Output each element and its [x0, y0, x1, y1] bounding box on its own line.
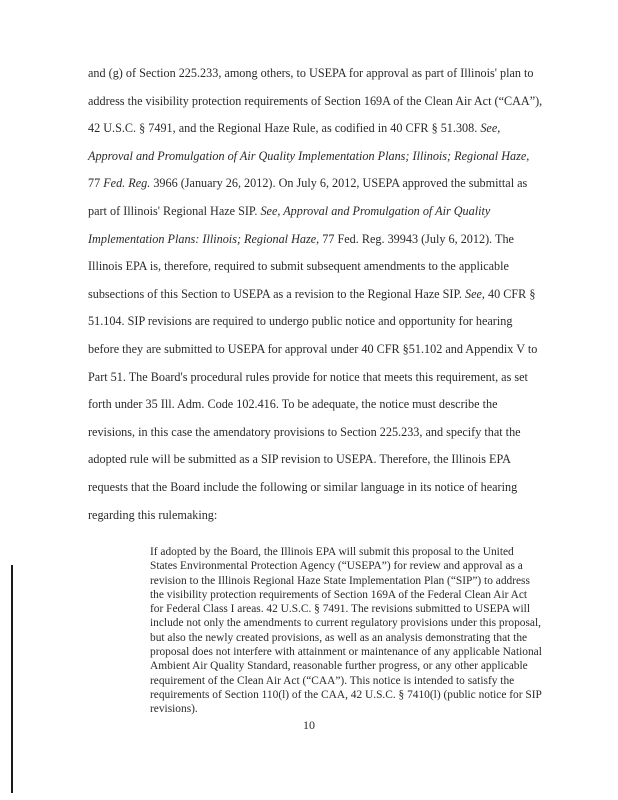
block-quote: [150, 545, 565, 717]
paragraph-line: Implementation Plans: Illinois; Regional Haze, 77 Fed. Reg. 39943 (July 6, 2012). The: [88, 231, 514, 246]
margin-rule: [11, 565, 13, 793]
blockquote-line: revisions).: [150, 703, 198, 716]
blockquote-line: the visibility protection requirements of Section 169A of the Federal Clean Air Act: [150, 588, 528, 601]
paragraph-line: part of Illinois' Regional Haze SIP. See, Approval and Promulgation of Air Quality: [88, 203, 491, 218]
paragraph-line: adopted rule will be submitted as a SIP revision to USEPA. Therefore, the Illinois EPA: [88, 452, 511, 467]
paragraph-line: requests that the Board include the following or similar language in its notice of hearing: [88, 479, 518, 494]
paragraph-line: 42 U.S.C. § 7491, and the Regional Haze Rule, as codified in 40 CFR § 51.308. See,: [88, 121, 501, 136]
blockquote-line: requirement of the Clean Air Act (“CAA”). This notice is intended to satisfy the: [150, 674, 515, 687]
body-paragraph: [88, 60, 558, 529]
paragraph-line: and (g) of Section 225.233, among others, to USEPA for approval as part of Illinois' plan to: [88, 66, 534, 80]
paragraph-line: forth under 35 Ill. Adm. Code 102.416. To be adequate, the notice must describe the: [88, 397, 498, 412]
blockquote-line: for Federal Class I areas. 42 U.S.C. § 7491. The revisions submitted to USEPA will: [150, 603, 530, 616]
blockquote-line: requirements of Section 110(l) of the CAA, 42 U.S.C. § 7410(l) (public notice for SIP: [150, 688, 542, 701]
paragraph-line: before they are submitted to USEPA for approval under 40 CFR §51.102 and Appendix V to: [88, 341, 538, 356]
paragraph-line: 51.104. SIP revisions are required to undergo public notice and opportunity for hearing: [88, 314, 513, 329]
paragraph-line: regarding this rulemaking:: [88, 507, 218, 522]
paragraph-line: revisions, in this case the amendatory provisions to Section 225.233, and specify that the: [88, 424, 521, 439]
blockquote-line: but also the newly created provisions, as well as an analysis demonstrating that the: [150, 631, 528, 644]
blockquote-line: include not only the amendments to current regulatory provisions under this proposal,: [150, 617, 541, 630]
paragraph-line: address the visibility protection requirements of Section 169A of the Clean Air Act (“CAA”),: [88, 93, 543, 108]
blockquote-line: revision to the Illinois Regional Haze State Implementation Plan (“SIP”) to address: [150, 574, 530, 587]
page-number: 10: [303, 718, 315, 732]
paragraph-line: Part 51. The Board's procedural rules provide for notice that meets this requirement, as set: [88, 369, 528, 384]
blockquote-line: If adopted by the Board, the Illinois EPA will submit this proposal to the United: [150, 546, 514, 558]
paragraph-line: subsections of this Section to USEPA as a revision to the Regional Haze SIP. See, 40 CFR §: [88, 286, 536, 301]
blockquote-line: Ambient Air Quality Standard, reasonable further progress, or any other applicable: [150, 660, 528, 673]
paragraph-line: 77 Fed. Reg. 3966 (January 26, 2012). On July 6, 2012, USEPA approved the submittal as: [88, 176, 528, 191]
paragraph-line: Illinois EPA is, therefore, required to submit subsequent amendments to the applicable: [88, 259, 509, 274]
blockquote-line: proposal does not interfere with attainment or maintenance of any applicable National: [150, 646, 542, 659]
paragraph-line: Approval and Promulgation of Air Quality Implementation Plans; Illinois; Regional Haze,: [88, 148, 530, 163]
blockquote-line: States Environmental Protection Agency (“USEPA”) for review and approval as a: [150, 560, 523, 573]
